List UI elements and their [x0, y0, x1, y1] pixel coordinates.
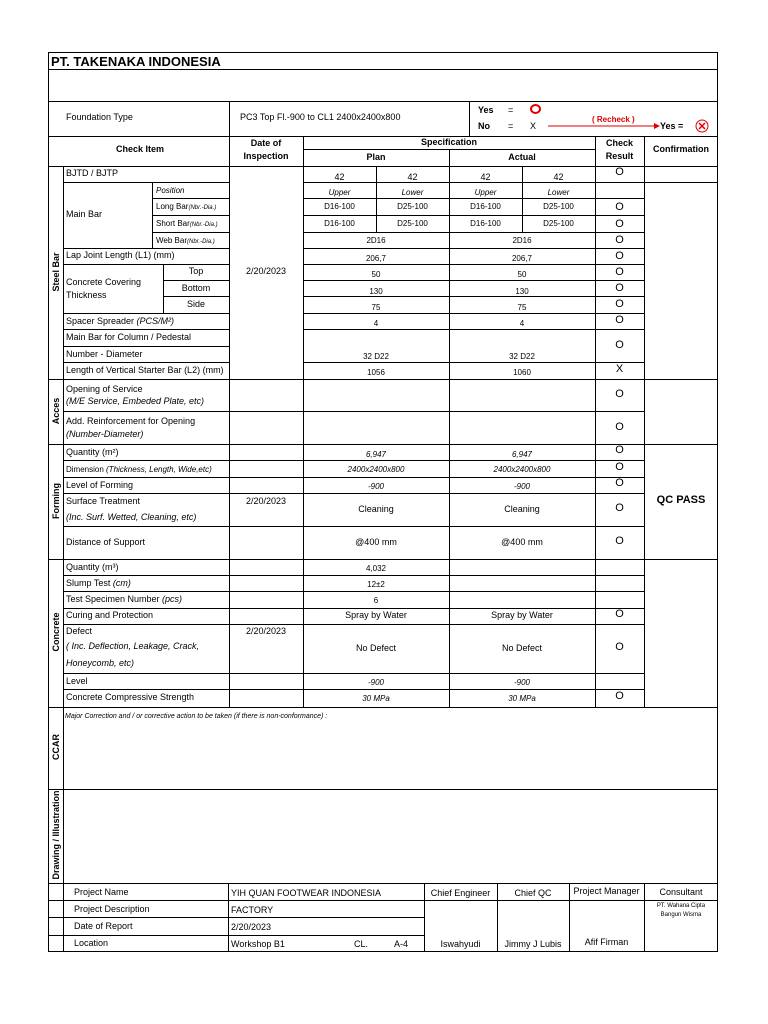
date-report-label: Date of Report: [74, 921, 133, 931]
defect-label-3: Honeycomb, etc): [66, 658, 135, 668]
rule: [48, 69, 718, 70]
section-concrete: Concrete: [51, 612, 61, 652]
number-actual: 32 D22: [509, 352, 535, 361]
side-actual: 75: [517, 303, 527, 312]
rule: [163, 296, 229, 297]
qc-name: Jimmy J Lubis: [504, 939, 562, 949]
foundation-label: Foundation Type: [66, 112, 133, 122]
form-result-dimension: O: [615, 461, 624, 473]
date-header-2: Inspection: [243, 151, 289, 161]
rule: [48, 935, 424, 936]
steel-result-bjtd: O: [615, 166, 624, 178]
form-dimension-label: Dimension (Thickness, Length, Wide,etc): [66, 465, 212, 474]
defect-actual: No Defect: [501, 643, 543, 653]
side-plan: 75: [371, 303, 381, 312]
pos-actual-lower: Lower: [547, 188, 570, 197]
form-result-distance: O: [615, 535, 624, 547]
steel-result-short: O: [615, 218, 624, 230]
pm-name: Afif Firman: [584, 937, 629, 947]
form-distance-plan: @400 mm: [355, 537, 397, 547]
main-bar-label: Main Bar: [66, 209, 103, 219]
rule: [63, 264, 229, 265]
spacer-label: Spacer Spreader (PCS/M²): [66, 316, 175, 326]
short-plan-lower: D25-100: [397, 219, 428, 228]
rule: [303, 460, 644, 461]
form-quantity-label: Quantity (m²): [66, 447, 119, 457]
location-label: Location: [74, 938, 109, 948]
steel-result-bottom: O: [615, 282, 624, 294]
specification-header: Specification: [420, 137, 477, 147]
rule: [229, 136, 230, 707]
conc-quantity-plan: 4,032: [365, 564, 387, 573]
form-level-label: Level of Forming: [66, 480, 134, 490]
rule: [303, 493, 644, 494]
rule: [63, 460, 303, 461]
pos-plan-upper: Upper: [328, 188, 351, 197]
rule: [63, 883, 64, 952]
rule: [644, 136, 645, 707]
top-actual: 50: [517, 270, 527, 279]
forming-date: 2/20/2023: [245, 496, 287, 506]
inspection-form: [48, 52, 718, 952]
project-desc-label: Project Description: [74, 904, 150, 914]
web-bar-label: Web Bar(Nbr.-Dia.): [156, 236, 215, 245]
steel-result-top: O: [615, 266, 624, 278]
rule: [303, 313, 644, 314]
pos-plan-lower: Lower: [401, 188, 424, 197]
date-header-1: Date of: [250, 138, 282, 148]
rule: [63, 477, 303, 478]
conc-result-curing: O: [615, 608, 624, 620]
check-result-header-1: Check: [605, 138, 633, 148]
rule: [303, 248, 644, 249]
position-label: Position: [156, 186, 185, 195]
number-dia-label: Number - Diameter: [66, 349, 143, 359]
starter-actual: 1060: [513, 368, 531, 377]
top-label: Top: [188, 266, 204, 276]
form-distance-label: Distance of Support: [66, 537, 146, 547]
company-title: PT. TAKENAKA INDONESIA: [51, 54, 221, 69]
rule: [303, 526, 644, 527]
rule: [48, 559, 718, 560]
rule: [303, 264, 644, 265]
rule: [303, 280, 644, 281]
steel-result-side: O: [615, 298, 624, 310]
cl-value: A-4: [394, 939, 409, 949]
form-result-level: O: [615, 477, 624, 489]
yes2-circle-x-icon: [694, 118, 710, 134]
check-item-header: Check Item: [116, 144, 165, 154]
defect-plan: No Defect: [355, 643, 397, 653]
rule: [152, 198, 229, 199]
rule: [152, 215, 229, 216]
bjtd-plan-lower: 42: [407, 172, 418, 182]
lap-plan: 206,7: [365, 254, 387, 263]
form-result-surface: O: [615, 502, 624, 514]
steel-result-number: O: [615, 339, 624, 351]
yes-label: Yes: [478, 105, 494, 115]
rule: [48, 883, 718, 884]
actual-header: Actual: [508, 152, 536, 162]
location-value: Workshop B1: [231, 939, 285, 949]
yes2-label: Yes =: [660, 121, 684, 131]
rule: [469, 101, 470, 137]
curing-actual: Spray by Water: [491, 610, 553, 620]
consultant-label: Consultant: [659, 887, 703, 897]
conc-level-plan: -900: [367, 678, 384, 687]
conc-result-strength: O: [615, 690, 624, 702]
form-quantity-plan: 6,947: [365, 450, 387, 459]
slump-label: Slump Test (cm): [66, 578, 131, 588]
check-result-header-2: Result: [605, 151, 634, 161]
starter-label: Length of Vertical Starter Bar (L2) (mm): [66, 365, 224, 375]
rule: [63, 346, 229, 347]
rule: [48, 789, 718, 790]
section-drawing: Drawing / Illustration: [51, 790, 61, 880]
side-label: Side: [186, 299, 205, 309]
date-report-value: 2/20/2023: [231, 922, 272, 932]
rule: [63, 362, 229, 363]
engineer-name: Iswahyudi: [440, 939, 481, 949]
consultant-name-1: PT. Wahana Cipta: [656, 903, 706, 909]
rule: [63, 707, 64, 883]
rule: [63, 591, 644, 592]
form-quantity-actual: 6,947: [511, 450, 533, 459]
form-level-actual: -900: [513, 482, 530, 491]
chief-engineer-label: Chief Engineer: [430, 888, 491, 898]
bottom-plan: 130: [369, 287, 383, 296]
opening-label-2: (M/E Service, Embeded Plate, etc): [66, 396, 205, 406]
covering-label-1: Concrete Covering: [66, 277, 142, 287]
defect-label-2: ( Inc. Deflection, Leakage, Crack,: [66, 641, 200, 651]
curing-plan: Spray by Water: [345, 610, 407, 620]
recheck-label: ( Recheck ): [592, 115, 635, 124]
rule: [63, 608, 644, 609]
form-surface-plan: Cleaning: [358, 504, 394, 514]
rule: [63, 526, 303, 527]
reinf-label-1: Add. Reinforcement for Opening: [66, 416, 196, 426]
bjtd-label: BJTD / BJTP: [66, 168, 119, 178]
rule: [303, 198, 644, 199]
lap-label: Lap Joint Length (L1) (mm): [66, 250, 175, 260]
pos-actual-upper: Upper: [474, 188, 497, 197]
ccar-text: Major Correction and / or corrective action to be taken (if there is non-conformance) :: [65, 713, 328, 720]
form-distance-actual: @400 mm: [501, 537, 543, 547]
rule: [63, 493, 303, 494]
top-plan: 50: [371, 270, 381, 279]
conc-level-label: Level: [66, 676, 88, 686]
form-dimension-actual: 2400x2400x800: [493, 465, 551, 474]
rule: [63, 689, 303, 690]
foundation-value: PC3 Top Fl.-900 to CL1 2400x2400x800: [240, 112, 401, 122]
long-plan-lower: D25-100: [397, 202, 428, 211]
bjtd-actual-upper: 42: [480, 172, 491, 182]
rule: [48, 379, 718, 380]
rule: [63, 313, 229, 314]
steel-result-web: O: [615, 234, 624, 246]
bjtd-actual-lower: 42: [553, 172, 564, 182]
bottom-label: Bottom: [181, 283, 211, 293]
cl-label: CL.: [354, 939, 369, 949]
rule: [48, 707, 718, 708]
short-actual-lower: D25-100: [543, 219, 574, 228]
spacer-plan: 4: [373, 319, 379, 328]
qc-pass: QC PASS: [656, 494, 706, 506]
long-plan-upper: D16-100: [324, 202, 355, 211]
rule: [303, 477, 644, 478]
form-surface-label-2: (Inc. Surf. Wetted, Cleaning, etc): [66, 512, 197, 522]
rule: [152, 182, 153, 248]
rule: [63, 411, 644, 412]
rule: [303, 329, 644, 330]
specimen-plan: 6: [373, 596, 379, 605]
project-name-label: Project Name: [74, 887, 129, 897]
bjtd-plan-upper: 42: [334, 172, 345, 182]
number-plan: 32 D22: [363, 352, 389, 361]
lap-actual: 206,7: [511, 254, 533, 263]
no-mark: X: [530, 121, 537, 131]
conc-result-defect: O: [615, 641, 624, 653]
form-dimension-plan: 2400x2400x800: [347, 465, 405, 474]
form-level-plan: -900: [367, 482, 384, 491]
covering-label-2: Thickness: [66, 290, 107, 300]
consultant-name-2: Bangun Wisma: [660, 912, 702, 918]
bottom-actual: 130: [515, 287, 529, 296]
form-surface-actual: Cleaning: [504, 504, 540, 514]
no-label: No: [478, 121, 490, 131]
rule: [163, 280, 229, 281]
steel-result-lap: O: [615, 250, 624, 262]
rule: [152, 232, 229, 233]
confirmation-header: Confirmation: [653, 144, 709, 154]
project-desc-value: FACTORY: [231, 905, 274, 915]
conc-quantity-label: Quantity (m³): [66, 562, 119, 572]
rule: [63, 575, 644, 576]
plan-header: Plan: [366, 152, 386, 162]
project-manager-label: Project Manager: [573, 886, 640, 896]
yes-eq: =: [508, 105, 514, 115]
short-actual-upper: D16-100: [470, 219, 501, 228]
rule: [48, 917, 424, 918]
recheck-arrow-icon: [548, 122, 660, 130]
section-steel-bar: Steel Bar: [51, 252, 61, 292]
steel-result-spacer: O: [615, 314, 624, 326]
spacer-actual: 4: [519, 319, 525, 328]
starter-plan: 1056: [367, 368, 385, 377]
rule: [303, 689, 644, 690]
section-ccar: CCAR: [51, 734, 61, 760]
curing-label: Curing and Protection: [66, 610, 154, 620]
reinf-label-2: (Number-Diameter): [66, 429, 144, 439]
rule: [48, 900, 718, 901]
section-forming: Forming: [51, 483, 61, 519]
yes-circle-icon: [530, 104, 541, 114]
rule: [303, 362, 644, 363]
main-col-label: Main Bar for Column / Pedestal: [66, 332, 192, 342]
rule: [229, 101, 230, 137]
defect-label-1: Defect: [66, 626, 93, 636]
web-actual: 2D16: [512, 236, 532, 245]
strength-plan: 30 MPa: [362, 694, 390, 703]
chief-qc-label: Chief QC: [514, 888, 552, 898]
rule: [63, 182, 229, 183]
rule: [303, 232, 644, 233]
conc-level-actual: -900: [513, 678, 530, 687]
web-plan: 2D16: [366, 236, 386, 245]
long-bar-label: Long Bar(Nbr.-Dia.): [156, 202, 217, 211]
acces-result-reinf: O: [615, 421, 624, 433]
strength-actual: 30 MPa: [508, 694, 536, 703]
opening-label-1: Opening of Service: [66, 384, 143, 394]
acces-result-opening: O: [615, 388, 624, 400]
strength-label: Concrete Compressive Strength: [66, 692, 195, 702]
rule: [63, 329, 229, 330]
project-name-value: YIH QUAN FOOTWEAR INDONESIA: [231, 888, 382, 898]
rule: [63, 624, 644, 625]
rule: [63, 248, 229, 249]
rule: [303, 215, 644, 216]
concrete-date: 2/20/2023: [245, 626, 287, 636]
short-plan-upper: D16-100: [324, 219, 355, 228]
rule: [48, 101, 718, 102]
no-eq: =: [508, 121, 514, 131]
rule: [63, 673, 303, 674]
short-bar-label: Short Bar(Nbr.-Dia.): [156, 219, 218, 228]
rule: [303, 673, 644, 674]
rule: [228, 883, 229, 952]
form-surface-label-1: Surface Treatment: [66, 496, 141, 506]
long-actual-upper: D16-100: [470, 202, 501, 211]
specimen-label: Test Specimen Number (pcs): [66, 594, 183, 604]
steel-result-starter: X: [615, 363, 624, 375]
section-acces: Acces: [51, 397, 61, 425]
long-actual-lower: D25-100: [543, 202, 574, 211]
slump-plan: 12±2: [367, 580, 385, 589]
steel-date: 2/20/2023: [245, 266, 287, 276]
steel-result-long: O: [615, 201, 624, 213]
form-result-quantity: O: [615, 444, 624, 456]
